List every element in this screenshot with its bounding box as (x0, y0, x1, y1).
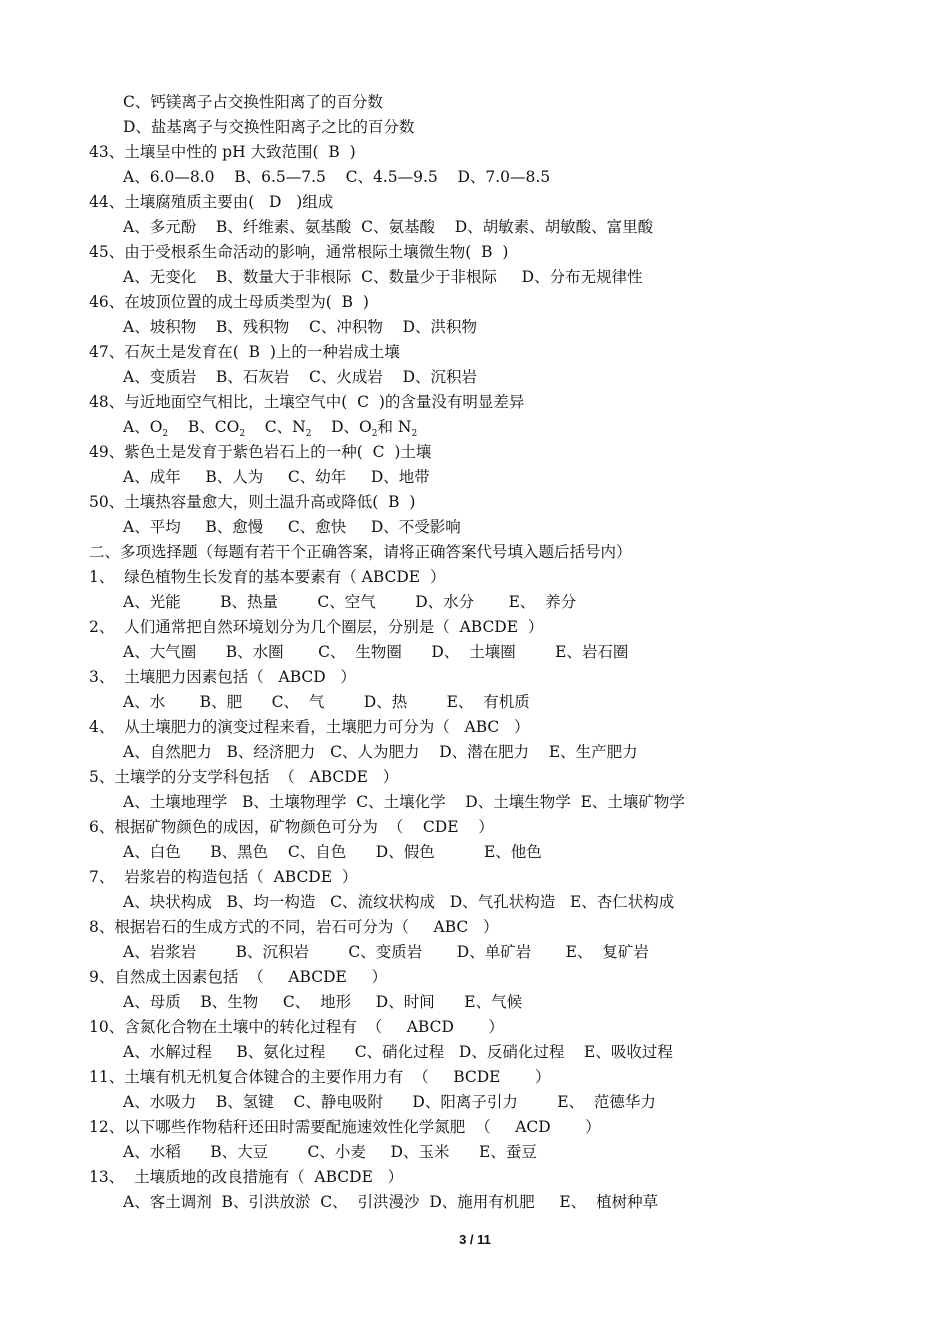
formula-subscript: 2 (371, 429, 378, 439)
formula-part: D、O (311, 418, 372, 436)
text-line-4: A、6.0—8.0 B、6.5—7.5 C、4.5—9.5 D、7.0—8.5 (123, 168, 551, 186)
text-line-14-formula (123, 417, 417, 444)
text-line-18: A、平均 B、愈慢 C、愈快 D、不受影响 (123, 518, 461, 536)
formula-part: A、O (123, 418, 163, 436)
formula-subscript: 2 (162, 429, 169, 439)
text-line-38: 10、含氮化合物在土壤中的转化过程有 （ ABCD ） (89, 1018, 504, 1036)
formula-subscript: 2 (239, 429, 246, 439)
text-line-13: 48、与近地面空气相比，土壤空气中( C )的含量没有明显差异 (89, 393, 525, 411)
formula-subscript: 2 (305, 429, 312, 439)
text-line-10: A、坡积物 B、残积物 C、冲积物 D、洪积物 (123, 318, 477, 336)
text-line-45: A、客土调剂 B、引洪放淤 C、 引洪漫沙 D、施用有机肥 E、 植树种草 (123, 1193, 659, 1211)
text-line-32: 7、 岩浆岩的构造包括（ ABCDE ） (89, 868, 358, 886)
text-line-1: C、钙镁离子占交换性阳离了的百分数 (123, 93, 383, 111)
text-line-11: 47、石灰土是发育在( B )上的一种岩成土壤 (89, 343, 400, 361)
text-line-7: 45、由于受根系生命活动的影响，通常根际土壤微生物( B ) (89, 243, 509, 261)
text-line-36: 9、自然成土因素包括 （ ABCDE ） (89, 968, 387, 986)
text-line-34: 8、根据岩石的生成方式的不同，岩石可分为（ ABC ） (89, 918, 499, 936)
text-line-26: 4、 从土壤肥力的演变过程来看，土壤肥力可分为（ ABC ） (89, 718, 530, 736)
text-line-24: 3、 土壤肥力因素包括（ ABCD ） (89, 668, 356, 686)
text-line-33: A、块状构成 B、均一构造 C、流纹状构成 D、气孔状构造 E、杏仁状构成 (123, 893, 675, 911)
text-line-12: A、变质岩 B、石灰岩 C、火成岩 D、沉积岩 (123, 368, 477, 386)
text-line-21: A、光能 B、热量 C、空气 D、水分 E、 养分 (123, 593, 577, 611)
text-line-3: 43、土壤呈中性的 pH 大致范围( B ) (89, 143, 356, 161)
text-line-22: 2、 人们通常把自然环境划分为几个圈层，分别是（ ABCDE ） (89, 618, 544, 636)
text-line-15: 49、紫色土是发育于紫色岩石上的一种( C )土壤 (89, 443, 432, 461)
text-line-17: 50、土壤热容量愈大，则土温升高或降低( B ) (89, 493, 416, 511)
section-heading: 二、多项选择题（每题有若干个正确答案，请将正确答案代号填入题后括号内） (89, 543, 632, 561)
formula-part: C、N (245, 418, 306, 436)
text-line-25: A、水 B、肥 C、 气 D、热 E、 有机质 (123, 693, 530, 711)
text-line-2: D、盐基离子与交换性阳离子之比的百分数 (123, 118, 415, 136)
text-line-39: A、水解过程 B、氨化过程 C、硝化过程 D、反硝化过程 E、吸收过程 (123, 1043, 673, 1061)
text-line-31: A、白色 B、黑色 C、自色 D、假色 E、他色 (123, 843, 542, 861)
text-line-6: A、多元酚 B、纤维素、氨基酸 C、氨基酸 D、胡敏素、胡敏酸、富里酸 (123, 218, 654, 236)
formula-part: 和 N (377, 418, 412, 436)
text-line-43: A、水稻 B、大豆 C、小麦 D、玉米 E、蚕豆 (123, 1143, 537, 1161)
text-line-29: A、土壤地理学 B、土壤物理学 C、土壤化学 D、土壤生物学 E、土壤矿物学 (123, 793, 685, 811)
text-line-42: 12、以下哪些作物秸秆还田时需要配施速效性化学氮肥 （ ACD ） (89, 1118, 601, 1136)
text-line-23: A、大气圈 B、水圈 C、 生物圈 D、 土壤圈 E、岩石圈 (123, 643, 629, 661)
text-line-16: A、成年 B、人为 C、幼年 D、地带 (123, 468, 430, 486)
text-line-20: 1、 绿色植物生长发育的基本要素有（ ABCDE ） (89, 568, 446, 586)
formula-part: B、CO (168, 418, 240, 436)
formula-subscript: 2 (411, 429, 418, 439)
text-line-30: 6、根据矿物颜色的成因，矿物颜色可分为 （ CDE ） (89, 818, 494, 836)
text-line-41: A、水吸力 B、氢键 C、静电吸附 D、阳离子引力 E、 范德华力 (123, 1093, 656, 1111)
text-line-37: A、母质 B、生物 C、 地形 D、时间 E、气候 (123, 993, 523, 1011)
text-line-35: A、岩浆岩 B、沉积岩 C、变质岩 D、单矿岩 E、 复矿岩 (123, 943, 649, 961)
text-line-5: 44、土壤腐殖质主要由( D )组成 (89, 193, 334, 211)
text-line-44: 13、 土壤质地的改良措施有（ ABCDE ） (89, 1168, 404, 1186)
text-line-27: A、自然肥力 B、经济肥力 C、人为肥力 D、潜在肥力 E、生产肥力 (123, 743, 638, 761)
page-number: 3 / 11 (459, 1232, 491, 1247)
text-line-8: A、无变化 B、数量大于非根际 C、数量少于非根际 D、分布无规律性 (123, 268, 643, 286)
text-line-40: 11、土壤有机无机复合体键合的主要作用力有 （ BCDE ） (89, 1068, 551, 1086)
text-line-9: 46、在坡顶位置的成土母质类型为( B ) (89, 293, 369, 311)
text-line-28: 5、土壤学的分支学科包括 （ ABCDE ） (89, 768, 399, 786)
